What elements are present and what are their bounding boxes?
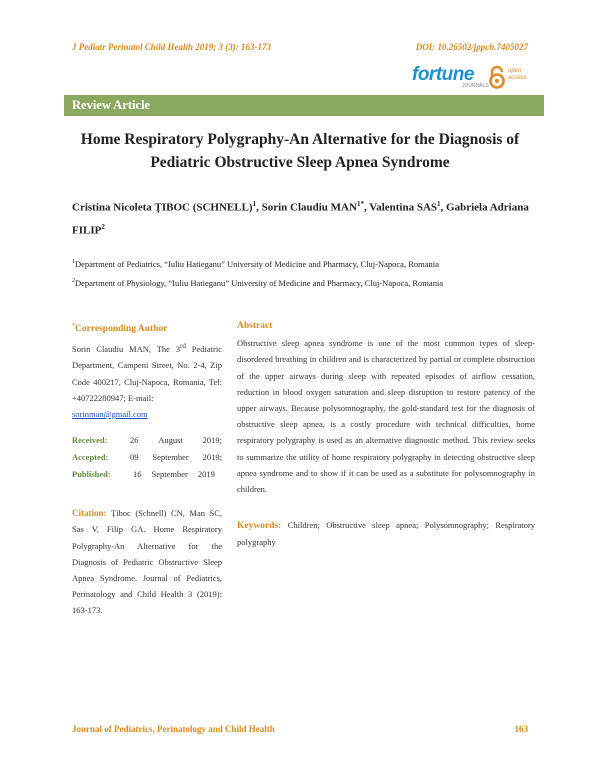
author-affil-sup: 1*	[356, 200, 364, 208]
corresponding-author-heading: *Corresponding Author	[72, 323, 168, 335]
keywords-block	[237, 517, 535, 550]
publisher-logo[interactable]	[412, 64, 532, 90]
author-name: Sorin Claudiu MAN	[261, 201, 357, 214]
keywords-label: Keywords:	[237, 521, 282, 532]
open-access-icon	[486, 65, 508, 89]
journal-reference: J Pediatr Perinatol Child Health 2019; 3 (3): 163-173	[72, 42, 271, 52]
page-footer	[72, 724, 528, 738]
left-column	[72, 318, 222, 619]
article-title	[60, 128, 540, 174]
corresponding-author-address: Sorin Claudiu MAN, The 3rd Pediatric Department, Campeni Street, No. 2-4, Zip Code 400217, Cluj-Napoca, Romania, Tel: +40722280947; E-mail:	[72, 342, 223, 403]
doi-text: DOI: 10.26502/jppch.7405027	[415, 42, 528, 52]
running-header	[72, 42, 528, 56]
date-row-received: Received: 26 August 2019;	[72, 435, 222, 446]
page-number: 163	[514, 724, 528, 734]
author-name: Cristina Nicoleta ȚIBOC (SCHNELL)	[72, 201, 253, 214]
date-row-published: Published: 16 September 2019	[72, 469, 215, 480]
author-name: Valentina SAS	[369, 201, 438, 214]
author-affil-sup: 1	[437, 200, 441, 208]
right-column	[237, 318, 535, 551]
affiliation-list	[72, 254, 532, 292]
author-affil-sup: 1	[252, 200, 257, 208]
article-type-banner	[64, 95, 544, 116]
citation-block	[72, 505, 222, 618]
title-line-2: Pediatric Obstructive Sleep Apnea Syndrome	[150, 154, 450, 171]
corresponding-email-link[interactable]: sorinman@gmail.com	[72, 409, 148, 419]
abstract-text: Obstructive sleep apnea syndrome is one of the most common types of sleep-disordered breathing in children and is characterized by partial or complete obstruction of the upper airways during sleep with repeated episodes of airflow cessation, reduction in blood oxygen saturation and sleep disruption to restore patency of the upper airways. Because polysomnography, the gold-standard test for the diagnosis of obstructive sleep apnea, is a costly procedure with technical difficulties, home respiratory polygraphy is used as an alternative diagnostic method. This review seeks to summarize the utility of home respiratory polygraphy in detecting obstructive sleep apnea syndrome and to show if it can be used as a substitute for polysomnography in children.	[237, 338, 535, 495]
affiliation-item: $^1$Department of Pediatrics, “Iuliu Hatieganu” University of Medicine and Pharmacy, Cluj-Napoca, Romania	[72, 258, 439, 269]
author-name: Gabriela Adriana FILIP	[72, 201, 529, 237]
keywords-text: Children; Obstructive sleep apnea; Polysomnography; Respiratory polygraphy	[237, 520, 536, 548]
title-line-1: Home Respiratory Polygraphy-An Alternative for the Diagnosis of	[80, 131, 520, 148]
date-row-accepted: Accepted: 09 September 2019;	[72, 452, 222, 463]
author-list: Cristina Nicoleta ȚIBOC (SCHNELL)$^1$, Sorin Claudiu $MAN^{1*}$, Valentina SAS$^1$, Gabriela Adriana FILIP$^2$	[72, 200, 529, 237]
affiliation-item: $^2$Department of Physiology, “Iuliu Hatieganu” University of Medicine and Pharmacy, Cluj-Napoca, Romania	[72, 277, 444, 288]
citation-label: Citation:	[72, 508, 107, 519]
open-access-label: open access	[508, 68, 527, 81]
article-type-label: Review Article	[72, 98, 151, 112]
citation-text: Țiboc (Schnell) CN, Man SC, Sas V, Filip GA. Home Respiratory Polygraphy-An Alternative for the Diagnosis of Pediatric Obstructive Sleep Apnea Syndrome. Journal of Pediatrics, Perinatology and Child Health 3 (2019): 163-173.	[72, 508, 222, 616]
footer-journal-name: Journal of Pediatrics, Perinatology and Child Health	[72, 724, 275, 734]
fortune-logo-text: fortune	[412, 64, 474, 85]
logo-subtext: JOURNALS	[462, 83, 489, 89]
publication-dates	[72, 432, 222, 483]
author-affil-sup: 2	[101, 222, 105, 231]
abstract-heading: Abstract	[237, 321, 273, 331]
